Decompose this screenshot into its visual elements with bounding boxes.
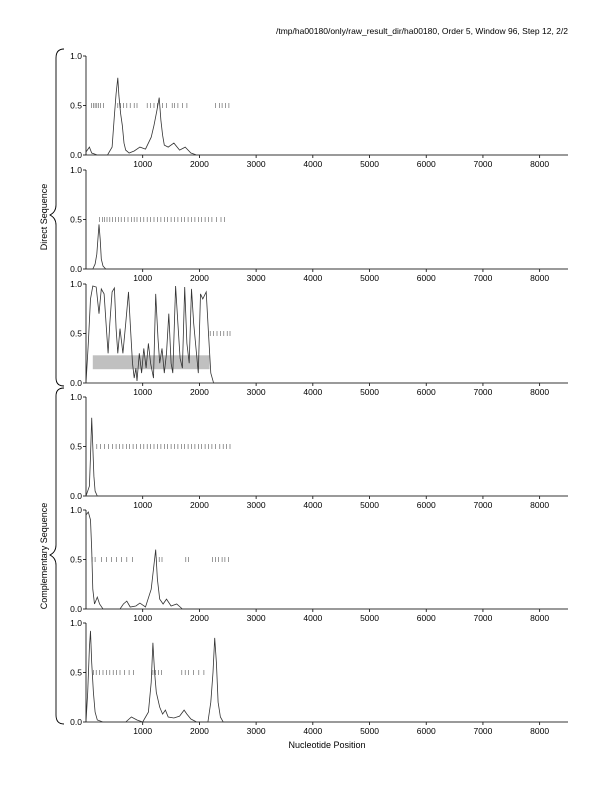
x-tick-label: 5000 <box>360 159 379 169</box>
x-axis-label: Nucleotide Position <box>288 740 366 750</box>
x-tick-label: 2000 <box>189 500 209 510</box>
y-tick-label: 0.5 <box>70 441 82 452</box>
x-tick-label: 4000 <box>303 726 323 736</box>
x-tick-label: 1000 <box>133 387 153 397</box>
x-tick-label: 7000 <box>473 387 493 397</box>
x-tick-label: 4000 <box>303 387 323 397</box>
x-tick-label: 6000 <box>416 613 436 623</box>
x-tick-label: 6000 <box>416 159 436 169</box>
x-tick-label: 2000 <box>189 387 209 397</box>
x-tick-label: 4000 <box>303 613 323 623</box>
panel-2 <box>70 165 568 283</box>
x-tick-label: 6000 <box>416 726 436 736</box>
y-tick-label: 0.0 <box>70 264 82 274</box>
x-tick-label: 6000 <box>416 387 436 397</box>
x-tick-label: 1000 <box>133 273 153 283</box>
x-tick-label: 6000 <box>416 500 436 510</box>
y-tick-label: 1.0 <box>70 165 82 175</box>
x-tick-label: 3000 <box>246 387 266 397</box>
x-tick-label: 5000 <box>360 726 379 736</box>
x-tick-label: 3000 <box>246 726 266 736</box>
y-tick-label: 1.0 <box>70 618 82 628</box>
signal-curve <box>86 418 568 496</box>
y-tick-label: 0.0 <box>70 491 82 501</box>
x-tick-label: 4000 <box>303 500 323 510</box>
group-brackets <box>39 49 64 724</box>
y-tick-label: 0.0 <box>70 717 82 727</box>
file-header: /tmp/ha00180/only/raw_result_dir/ha00180, Order 5, Window 96, Step 12, 2/2 <box>275 26 568 36</box>
panels-layer <box>70 51 568 736</box>
x-tick-label: 3000 <box>246 273 266 283</box>
x-tick-label: 8000 <box>530 613 550 623</box>
x-tick-label: 7000 <box>473 500 493 510</box>
panel-4 <box>70 392 568 510</box>
y-tick-label: 0.0 <box>70 378 82 388</box>
x-tick-label: 8000 <box>530 500 550 510</box>
signal-curve <box>86 78 568 155</box>
x-tick-label: 1000 <box>133 159 153 169</box>
x-tick-label: 1000 <box>133 500 153 510</box>
x-tick-label: 7000 <box>473 726 493 736</box>
x-tick-label: 7000 <box>473 273 493 283</box>
x-tick-label: 5000 <box>360 500 379 510</box>
x-tick-label: 2000 <box>189 613 209 623</box>
complementary-group-label: Complementary Sequence <box>39 502 49 610</box>
direct-group-label: Direct Sequence <box>39 183 49 251</box>
y-tick-label: 0.5 <box>70 100 82 111</box>
x-tick-label: 8000 <box>530 726 550 736</box>
x-tick-label: 1000 <box>133 726 153 736</box>
x-tick-label: 7000 <box>473 159 493 169</box>
x-tick-label: 4000 <box>303 273 323 283</box>
x-tick-label: 3000 <box>246 613 266 623</box>
y-tick-label: 1.0 <box>70 279 82 289</box>
y-tick-label: 0.5 <box>70 328 82 339</box>
y-tick-label: 1.0 <box>70 505 82 515</box>
y-tick-label: 0.5 <box>70 214 82 225</box>
x-tick-label: 2000 <box>189 273 209 283</box>
panel-6 <box>70 618 568 736</box>
signal-curve <box>86 631 568 722</box>
x-tick-label: 5000 <box>360 613 379 623</box>
y-tick-label: 1.0 <box>70 392 82 402</box>
panel-3 <box>70 279 568 397</box>
signal-curve <box>86 512 568 609</box>
y-tick-label: 0.0 <box>70 150 82 160</box>
x-tick-label: 2000 <box>189 159 209 169</box>
direct-bracket <box>50 49 64 386</box>
x-tick-label: 8000 <box>530 273 550 283</box>
x-tick-label: 5000 <box>360 387 379 397</box>
x-tick-label: 5000 <box>360 273 379 283</box>
x-tick-label: 3000 <box>246 159 266 169</box>
x-tick-label: 7000 <box>473 613 493 623</box>
x-tick-label: 4000 <box>303 159 323 169</box>
panel-5 <box>70 505 568 623</box>
x-tick-label: 2000 <box>189 726 209 736</box>
x-tick-label: 6000 <box>416 273 436 283</box>
y-tick-label: 0.0 <box>70 604 82 614</box>
x-tick-label: 3000 <box>246 500 266 510</box>
signal-curve <box>86 224 568 269</box>
panel-1 <box>70 51 568 169</box>
x-tick-label: 8000 <box>530 387 550 397</box>
complementary-bracket <box>50 388 64 724</box>
y-tick-label: 1.0 <box>70 51 82 61</box>
x-tick-label: 8000 <box>530 159 550 169</box>
y-tick-label: 0.5 <box>70 667 82 678</box>
x-tick-label: 1000 <box>133 613 153 623</box>
y-tick-label: 0.5 <box>70 554 82 565</box>
